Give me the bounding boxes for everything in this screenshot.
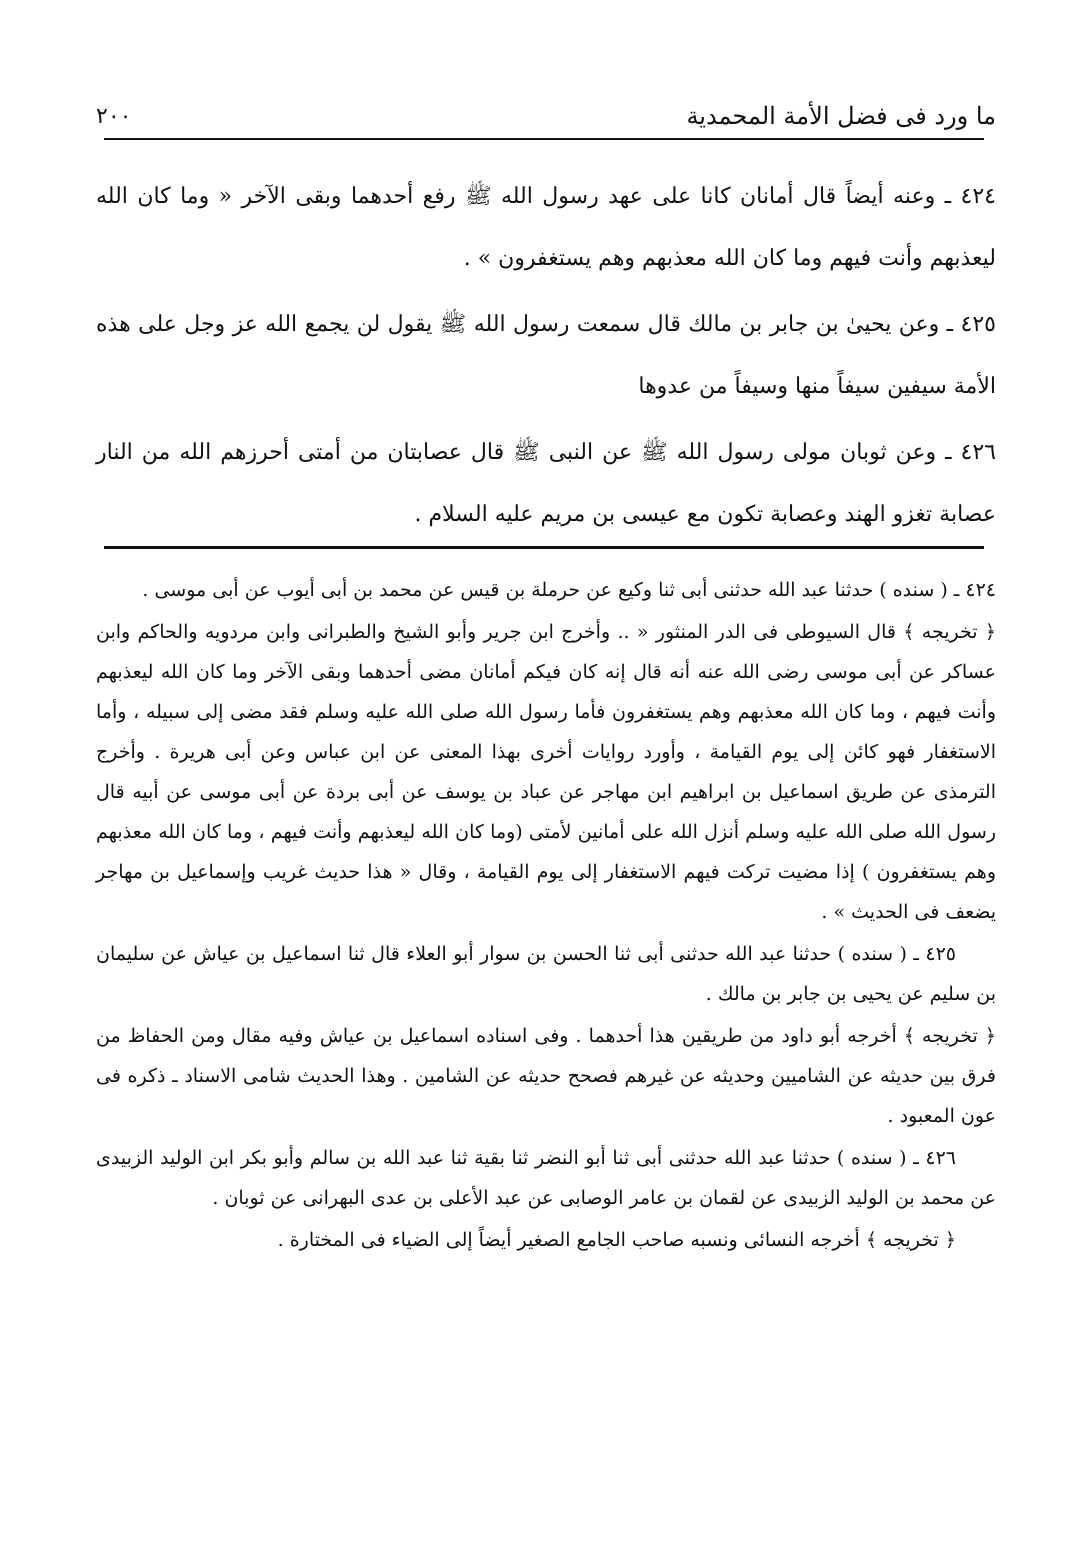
footnotes [96, 570, 996, 1262]
note-426-isnad: ٤٢٦ ـ ( سنده ) حدثنا عبد الله حدثنى أبى ثنا أبو النضر ثنا بقية ثنا عبد الله بن سالم وأبو بكر ابن الوليد الزبيدى عن محمد بن الوليد الزبيدى عن لقمان بن عامر الوصابى عن عبد الأعلى بن عدى البهرانى عن ثوبان . [96, 1147, 996, 1209]
footnote-separator [104, 546, 984, 549]
note-425-takhrij: ﴿ تخريجه ﴾ أخرجه أبو داود من طريقين هذا أحدهما . وفى اسناده اسماعيل بن عياش وفيه مقال ومن الحفاظ من فرق بين حديثه عن الشاميين وحديثه عن غيرهم فصحح حديثه عن الشامين . وهذا الحديث شامى الاسناد ـ ذكره فى عون المعبود . [96, 1025, 996, 1127]
running-header [96, 96, 996, 136]
note-424-isnad: ٤٢٤ ـ ( سنده ) حدثنا عبد الله حدثنى أبى ثنا وكيع عن حرملة بن قيس عن محمد بن أبى أيوب عن أبى موسى . [142, 579, 996, 601]
hadith-424: ٤٢٤ ـ وعنه أيضاً قال أمانان كانا على عهد رسول الله ﷺ رفع أحدهما وبقى الآخر « وما كان الله ليعذبهم وأنت فيهم وما كان الله معذبهم وهم يستغفرون » . [96, 184, 996, 271]
hadith-425: ٤٢٥ ـ وعن يحيىٰ بن جابر بن مالك قال سمعت رسول الله ﷺ يقول لن يجمع الله عز وجل على هذه الأمة سيفين سيفاً منها وسيفاً من عدوها [96, 312, 996, 399]
running-title: ما ورد فى فضل الأمة المحمدية [686, 102, 996, 130]
note-425-isnad: ٤٢٥ ـ ( سنده ) حدثنا عبد الله حدثنى أبى ثنا الحسن بن سوار أبو العلاء قال ثنا اسماعيل بن عياش عن سليمان بن سليم عن يحيى بن جابر بن مالك . [96, 943, 996, 1005]
main-text [96, 166, 996, 550]
note-424-takhrij: ﴿ تخريجه ﴾ قال السيوطى فى الدر المنثور « .. وأخرج ابن جرير وأبو الشيخ والطبرانى وابن مردويه والحاكم وابن عساكر عن أبى موسى رضى الله عنه أنه قال إنه كان فيكم أمانان مضى أحدهما وبقى الآخر وما كان الله ليعذبهم وأنت فيهم ، وما كان الله معذبهم وهم يستغفرون فأما رسول الله صلى الله عليه وسلم فقد مضى إلى سبيله ، وأما الاستغفار فهو كائن إلى يوم القيامة ، وأورد روايات أخرى بهذا المعنى عن ابن عباس وعن أبى هريرة . وأخرج الترمذى عن طريق اسماعيل بن ابراهيم ابن مهاجر عن عباد بن يوسف عن أبى بردة عن أبى موسى عن أبيه قال رسول الله صلى الله عليه وسلم أنزل الله على أمانين لأمتى (وما كان الله ليعذبهم وأنت فيهم ، وما كان الله معذبهم وهم يستغفرون ) إذا مضيت تركت فيهم الاستغفار إلى يوم القيامة ، وقال « هذا حديث غريب وإسماعيل بن مهاجر يضعف فى الحديث » . [96, 621, 996, 923]
hadith-426: ٤٢٦ ـ وعن ثوبان مولى رسول الله ﷺ عن النبى ﷺ قال عصابتان من أمتى أحرزهم الله من النار عصابة تغزو الهند وعصابة تكون مع عيسى بن مريم عليه السلام . [96, 440, 996, 527]
page-number: ٢٠٠ [96, 103, 132, 129]
note-426-takhrij: ﴿ تخريجه ﴾ أخرجه النسائى ونسبه صاحب الجامع الصغير أيضاً إلى الضياء فى المختارة . [277, 1229, 956, 1251]
header-rule [104, 138, 984, 140]
